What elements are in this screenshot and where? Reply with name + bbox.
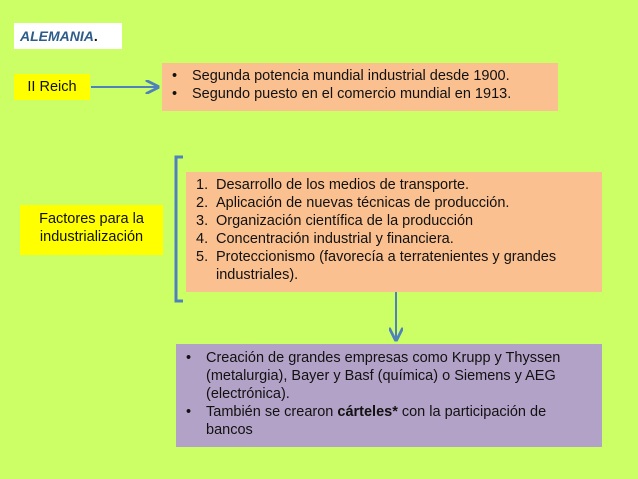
reich-list-box (162, 63, 558, 111)
list-item: 3. Organización científica de la producción (196, 213, 474, 229)
reich-label: II Reich (27, 79, 77, 95)
list-item: 5. Proteccionismo (favorecía a terratenientes y grandes industriales). (196, 249, 557, 283)
result-box (176, 344, 602, 447)
list-item: • Creación de grandes empresas como Krupp y Thyssen (metalurgia), Bayer y Basf (química) o Siemens y AEG (electrónica). (186, 350, 561, 402)
factores-list-box (186, 172, 602, 292)
list-item: • Segunda potencia mundial industrial desde 1900. (172, 68, 510, 84)
list-item: 4. Concentración industrial y financiera. (196, 231, 454, 247)
list-item: • Segundo puesto en el comercio mundial en 1913. (172, 86, 512, 102)
carteles-term: cárteles* (337, 404, 398, 420)
bracket-factores (176, 157, 183, 301)
list-item: 1. Desarrollo de los medios de transporte. (196, 177, 470, 193)
factores-label-box (20, 205, 163, 255)
list-item: • También se crearon cárteles* con la participación de bancos (186, 404, 547, 438)
list-item: 2. Aplicación de nuevas técnicas de producción. (196, 195, 510, 211)
page-title: ALEMANIA. (14, 23, 122, 49)
factores-label: Factores para la industrialización (39, 211, 144, 245)
reich-label-box (14, 74, 90, 100)
